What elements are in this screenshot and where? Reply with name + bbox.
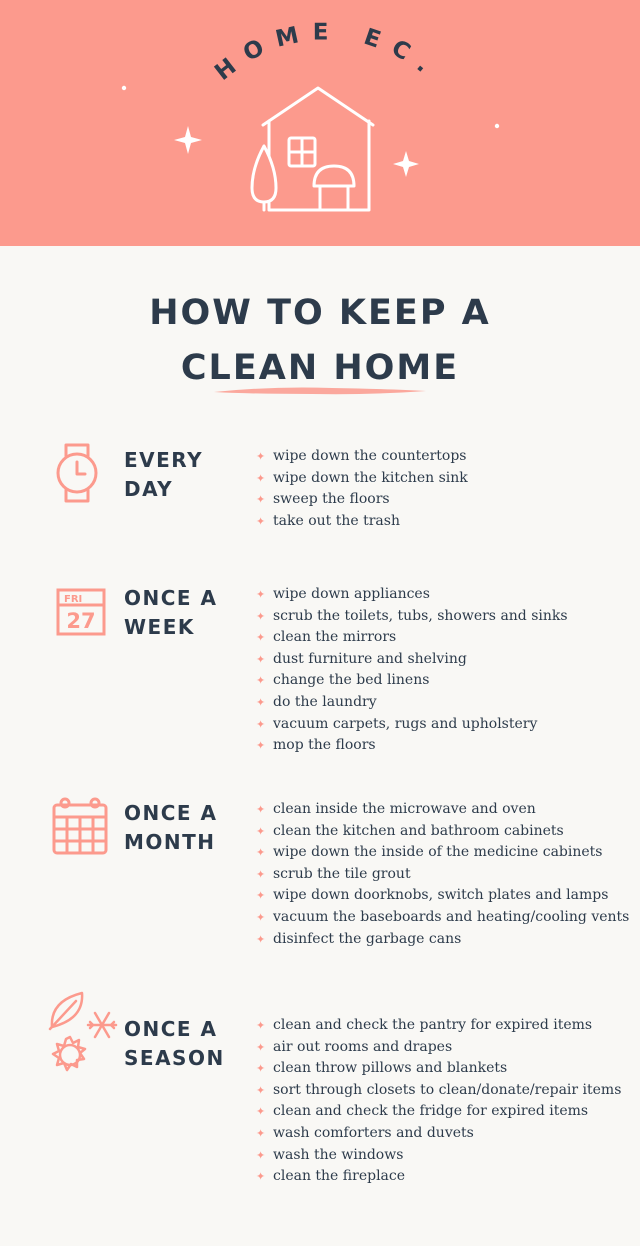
sparkle-bullet-icon: ✦ [256, 932, 266, 946]
list-item: ✦ wash the windows [256, 1145, 621, 1167]
sparkle-bullet-icon: ✦ [256, 1019, 266, 1032]
section-heading: EVERY DAY [124, 448, 204, 501]
svg-text:FRI: FRI [64, 594, 83, 605]
sparkle-bullet-icon: ✦ [256, 1105, 266, 1119]
list-item: ✦ wash comforters and duvets [256, 1123, 621, 1145]
brush-stroke-divider [212, 384, 428, 398]
list-item: ✦ clean the mirrors [256, 627, 568, 649]
list-item: ✦ clean throw pillows and blankets [256, 1058, 621, 1080]
seasons-icon [46, 989, 122, 1081]
list-item: ✦ sort through closets to clean/donate/repair items [256, 1080, 621, 1102]
sparkle-bullet-icon: ✦ [256, 695, 266, 709]
list-item: ✦ vacuum carpets, rugs and upholstery [256, 714, 568, 736]
sparkle-bullet-icon: ✦ [256, 471, 266, 485]
list-item: ✦ take out the trash [256, 511, 468, 533]
watch-icon [52, 442, 102, 506]
list-item: ✦ disinfect the garbage cans [256, 929, 629, 951]
task-list [256, 584, 568, 757]
list-item: ✦ air out rooms and drapes [256, 1037, 621, 1059]
section-heading: ONCE A SEASON [124, 1017, 225, 1070]
sparkle-bullet-icon: ✦ [256, 846, 266, 860]
sparkle-bullet-icon: ✦ [256, 717, 266, 731]
sparkle-bullet-icon: ✦ [256, 910, 266, 924]
sparkle-bullet-icon: ✦ [256, 1148, 266, 1162]
list-item: ✦ clean the fireplace [256, 1166, 621, 1188]
logo [0, 0, 640, 246]
list-item: ✦ dust furniture and shelving [256, 649, 568, 671]
sparkle-bullet-icon: ✦ [256, 739, 266, 753]
sparkle-bullet-icon: ✦ [256, 1170, 266, 1184]
list-item: ✦ clean inside the microwave and oven [256, 799, 629, 821]
calendar-month-icon [52, 797, 108, 857]
sparkle-bullet-icon: ✦ [256, 631, 266, 645]
logo-text: HOME EC. [210, 19, 446, 87]
task-list [256, 446, 468, 532]
list-item: ✦ wipe down doorknobs, switch plates and lamps [256, 885, 629, 907]
list-item: ✦ wipe down appliances [256, 584, 568, 606]
section-heading: ONCE A MONTH [124, 801, 218, 854]
page-title-line-1: HOW TO KEEP A [149, 293, 491, 333]
sparkle-bullet-icon: ✦ [256, 450, 266, 463]
house-icon [252, 88, 373, 210]
sparkle-icon [122, 86, 499, 177]
calendar-day-icon [56, 588, 106, 636]
list-item: ✦ clean and check the fridge for expired items [256, 1101, 621, 1123]
list-item: ✦ scrub the tile grout [256, 864, 629, 886]
sparkle-bullet-icon: ✦ [256, 824, 266, 838]
sparkle-bullet-icon: ✦ [256, 609, 266, 623]
list-item: ✦ vacuum the baseboards and heating/cooling vents [256, 907, 629, 929]
page-title [0, 286, 640, 396]
sparkle-bullet-icon: ✦ [256, 514, 266, 528]
sparkle-bullet-icon: ✦ [256, 1126, 266, 1140]
sparkle-bullet-icon: ✦ [256, 674, 266, 688]
sparkle-bullet-icon: ✦ [256, 889, 266, 903]
section-heading: ONCE A WEEK [124, 586, 218, 639]
task-list [256, 1015, 621, 1188]
task-list [256, 799, 629, 950]
list-item: ✦ mop the floors [256, 735, 568, 757]
sparkle-bullet-icon: ✦ [256, 1040, 266, 1054]
list-item: ✦ wipe down the inside of the medicine cabinets [256, 842, 629, 864]
list-item: ✦ clean the kitchen and bathroom cabinets [256, 821, 629, 843]
sparkle-bullet-icon: ✦ [256, 588, 266, 601]
list-item: ✦ scrub the toilets, tubs, showers and sinks [256, 606, 568, 628]
list-item: ✦ wipe down the countertops [256, 446, 468, 468]
sparkle-bullet-icon: ✦ [256, 652, 266, 666]
header-banner [0, 0, 640, 246]
svg-text:27: 27 [66, 609, 96, 633]
sparkle-bullet-icon: ✦ [256, 1062, 266, 1076]
list-item: ✦ change the bed linens [256, 670, 568, 692]
list-item: ✦ clean and check the pantry for expired items [256, 1015, 621, 1037]
sparkle-bullet-icon: ✦ [256, 1083, 266, 1097]
page-title-line-2: CLEAN HOME [180, 348, 460, 388]
sparkle-bullet-icon: ✦ [256, 493, 266, 507]
sparkle-bullet-icon: ✦ [256, 867, 266, 881]
list-item: ✦ wipe down the kitchen sink [256, 468, 468, 490]
list-item: ✦ sweep the floors [256, 489, 468, 511]
sparkle-bullet-icon: ✦ [256, 803, 266, 816]
list-item: ✦ do the laundry [256, 692, 568, 714]
